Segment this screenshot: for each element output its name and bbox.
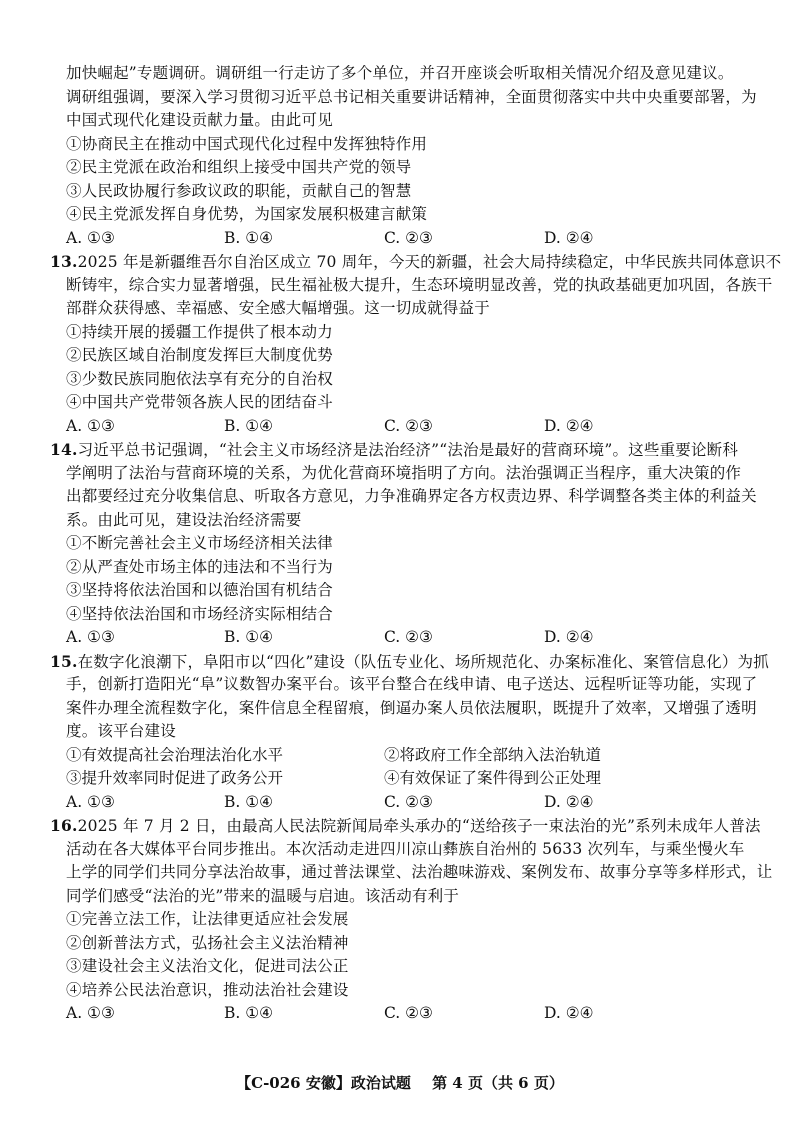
option-d: D. ②④ (544, 628, 594, 646)
question-number: 15. (50, 651, 78, 671)
question-line: 手，创新打造阳光“阜”议数智办案平台。该平台整合在线申请、电子送达、远程听证等功能，实现了 (66, 675, 758, 693)
answer-options (66, 227, 766, 251)
question-line: 调研组强调，要深入学习贯彻习近平总书记相关重要讲话精神，全面贯彻落实中共中央重要部署，为 (66, 87, 757, 106)
question-line: 2025 年是新疆维吾尔自治区成立 70 周年，今天的新疆，社会大局持续稳定，中华民族共同体意识不 (77, 253, 782, 271)
answer-options (66, 415, 766, 439)
question-line: 习近平总书记强调，“社会主义市场经济是法治经济”“法治是最好的营商环境”。这些重要论断科 (77, 441, 739, 459)
question-line: 系。由此可见，建设法治经济需要 (66, 510, 302, 529)
option-a: A. ①③ (66, 628, 115, 646)
option-b: B. ①④ (224, 416, 274, 435)
question-line: 出都要经过充分收集信息、听取各方意见，力争准确界定各方权责边界、科学调整各类主体的利益关 (66, 487, 757, 505)
question-number: 14. (50, 440, 78, 459)
question-line: 2025 年 7 月 2 日，由最高人民法院新闻局牵头承办的“送给孩子一束法治的光”系列未成年人普法 (77, 817, 761, 835)
question-number: 13. (50, 252, 78, 271)
statement-1: ①协商民主在推动中国式现代化过程中发挥独特作用 (66, 134, 428, 153)
question-line: 在数字化浪潮下，阜阳市以“四化”建设（队伍专业化、场所规范化、办案标准化、案管信息化）为抓 (77, 652, 769, 671)
question-line: 上学的同学们共同分享法治故事，通过普法课堂、法治趣味游戏、案例发布、故事分享等多样形式，让 (66, 863, 773, 881)
option-b: B. ①④ (224, 792, 274, 811)
option-c: C. ②③ (384, 228, 433, 247)
option-d: D. ②④ (544, 792, 594, 811)
option-c: C. ②③ (384, 628, 433, 646)
option-a: A. ①③ (66, 792, 115, 811)
page-number: 第 4 页（共 6 页） (432, 1074, 564, 1092)
question-line: 加快崛起”专题调研。调研组一行走访了多个单位，并召开座谈会听取相关情况介绍及意见建议。 (66, 64, 734, 82)
question-line: 案件办理全流程数字化，案件信息全程留痕，倒逼办案人员依法履职，既提升了效率，又增强了透明 (66, 698, 757, 717)
question-16 (50, 814, 773, 1026)
paper-code: 【C-026 安徽】政治试题 (236, 1074, 411, 1092)
option-b: B. ①④ (224, 628, 274, 646)
question-line: 中国式现代化建设贡献力量。由此可见 (66, 111, 333, 129)
page-footer (0, 1072, 800, 1094)
statement-3: ③提升效率同时促进了政务公开 (66, 769, 284, 787)
answer-options (66, 626, 766, 650)
question-line: 同学们感受“法治的光”带来的温暖与启迪。该活动有利于 (66, 886, 460, 905)
question-15 (50, 650, 769, 815)
option-a: A. ①③ (66, 416, 115, 435)
answer-options (66, 791, 766, 815)
statement-3: ③少数民族同胞依法享有充分的自治权 (66, 369, 333, 388)
statement-4: ④有效保证了案件得到公正处理 (384, 769, 602, 787)
statement-1: ①完善立法工作，让法律更适应社会发展 (66, 910, 349, 928)
option-c: C. ②③ (384, 792, 433, 811)
question-line: 学阐明了法治与营商环境的关系，为优化营商环境指明了方向。法治强调正当程序，重大决策的作 (66, 463, 742, 482)
statement-4: ④中国共产党带领各族人民的团结奋斗 (66, 393, 333, 411)
question-line: 度。该平台建设 (66, 722, 176, 740)
statement-2: ②创新普法方式，弘扬社会主义法治精神 (66, 933, 349, 952)
statement-2: ②民族区域自治制度发挥巨大制度优势 (66, 346, 333, 364)
question-line: 断铸牢，综合实力显著增强，民生福祉极大提升，生态环境明显改善，党的执政基础更加巩固，各族干 (66, 275, 773, 294)
statement-3: ③坚持将依法治国和以德治国有机结合 (66, 581, 333, 599)
statement-row (66, 744, 766, 768)
statement-row (66, 767, 766, 791)
question-number: 16. (50, 816, 78, 835)
option-c: C. ②③ (384, 1004, 433, 1022)
option-a: A. ①③ (66, 1004, 115, 1022)
question-line: 部群众获得感、幸福感、安全感大幅增强。这一切成就得益于 (66, 299, 490, 317)
option-d: D. ②④ (544, 416, 594, 435)
question-13 (50, 250, 782, 438)
statement-2: ②民主党派在政治和组织上接受中国共产党的领导 (66, 158, 412, 176)
question-12-continuation (66, 62, 766, 250)
statement-4: ④培养公民法治意识，推动法治社会建设 (66, 980, 349, 999)
statement-1: ①不断完善社会主义市场经济相关法律 (66, 534, 333, 552)
statement-1: ①持续开展的援疆工作提供了根本动力 (66, 322, 333, 341)
option-d: D. ②④ (544, 228, 594, 247)
exam-page (50, 62, 782, 1026)
statement-4: ④坚持依法治国和市场经济实际相结合 (66, 604, 333, 623)
statement-4: ④民主党派发挥自身优势，为国家发展积极建言献策 (66, 205, 428, 223)
statement-2: ②将政府工作全部纳入法治轨道 (384, 745, 602, 764)
statement-3: ③建设社会主义法治文化，促进司法公正 (66, 957, 349, 975)
option-a: A. ①③ (66, 228, 115, 247)
question-line: 活动在各大媒体平台同步推出。本次活动走进四川凉山彝族自治州的 5633 次列车，与乘坐慢火车 (66, 839, 745, 858)
option-b: B. ①④ (224, 228, 274, 247)
option-d: D. ②④ (544, 1004, 594, 1022)
answer-options (66, 1002, 766, 1026)
option-c: C. ②③ (384, 416, 433, 435)
statement-3: ③人民政协履行参政议政的职能，贡献自己的智慧 (66, 181, 412, 200)
option-b: B. ①④ (224, 1004, 274, 1022)
question-14 (50, 438, 766, 650)
statement-1: ①有效提高社会治理法治化水平 (66, 745, 284, 764)
statement-2: ②从严查处市场主体的违法和不当行为 (66, 557, 333, 576)
